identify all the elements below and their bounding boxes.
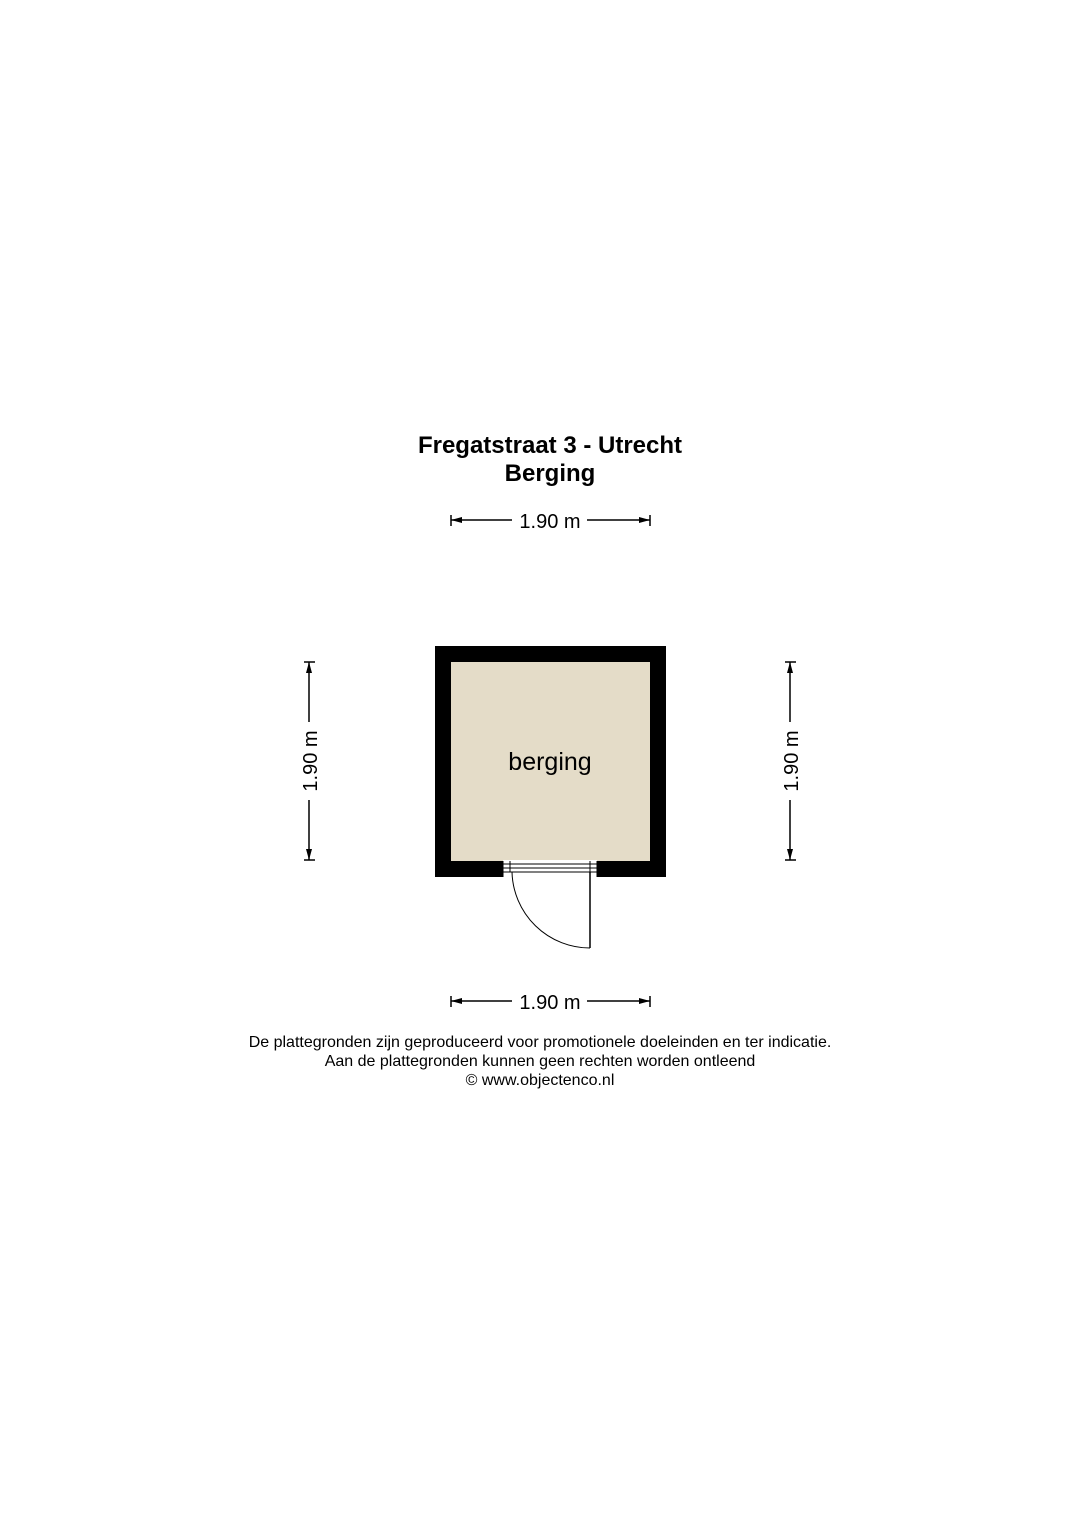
disclaimer-line-1: De plattegronden zijn geproduceerd voor promotionele doeleinden en ter indicatie.: [248, 1034, 832, 1051]
disclaimer-line-2: Aan de plattegronden kunnen geen rechten worden ontleend: [324, 1053, 756, 1070]
dimension-bottom-label: 1.90 m: [519, 992, 581, 1014]
plan-title: Fregatstraat 3 - Utrecht: [417, 432, 683, 459]
dimension-right: [781, 662, 803, 860]
room-label: berging: [508, 748, 592, 776]
dimension-top-label: 1.90 m: [519, 511, 581, 533]
room: [435, 646, 666, 948]
door-swing: [512, 872, 590, 948]
copyright-line: © www.objectenco.nl: [465, 1072, 615, 1089]
dimension-left-label: 1.90 m: [300, 730, 322, 792]
dimension-bottom: [451, 992, 650, 1014]
floor-title: Berging: [504, 460, 596, 487]
door-opening: [503, 860, 597, 878]
dimension-top: [451, 511, 650, 533]
dimension-left: [300, 662, 322, 860]
dimension-right-label: 1.90 m: [781, 730, 803, 792]
